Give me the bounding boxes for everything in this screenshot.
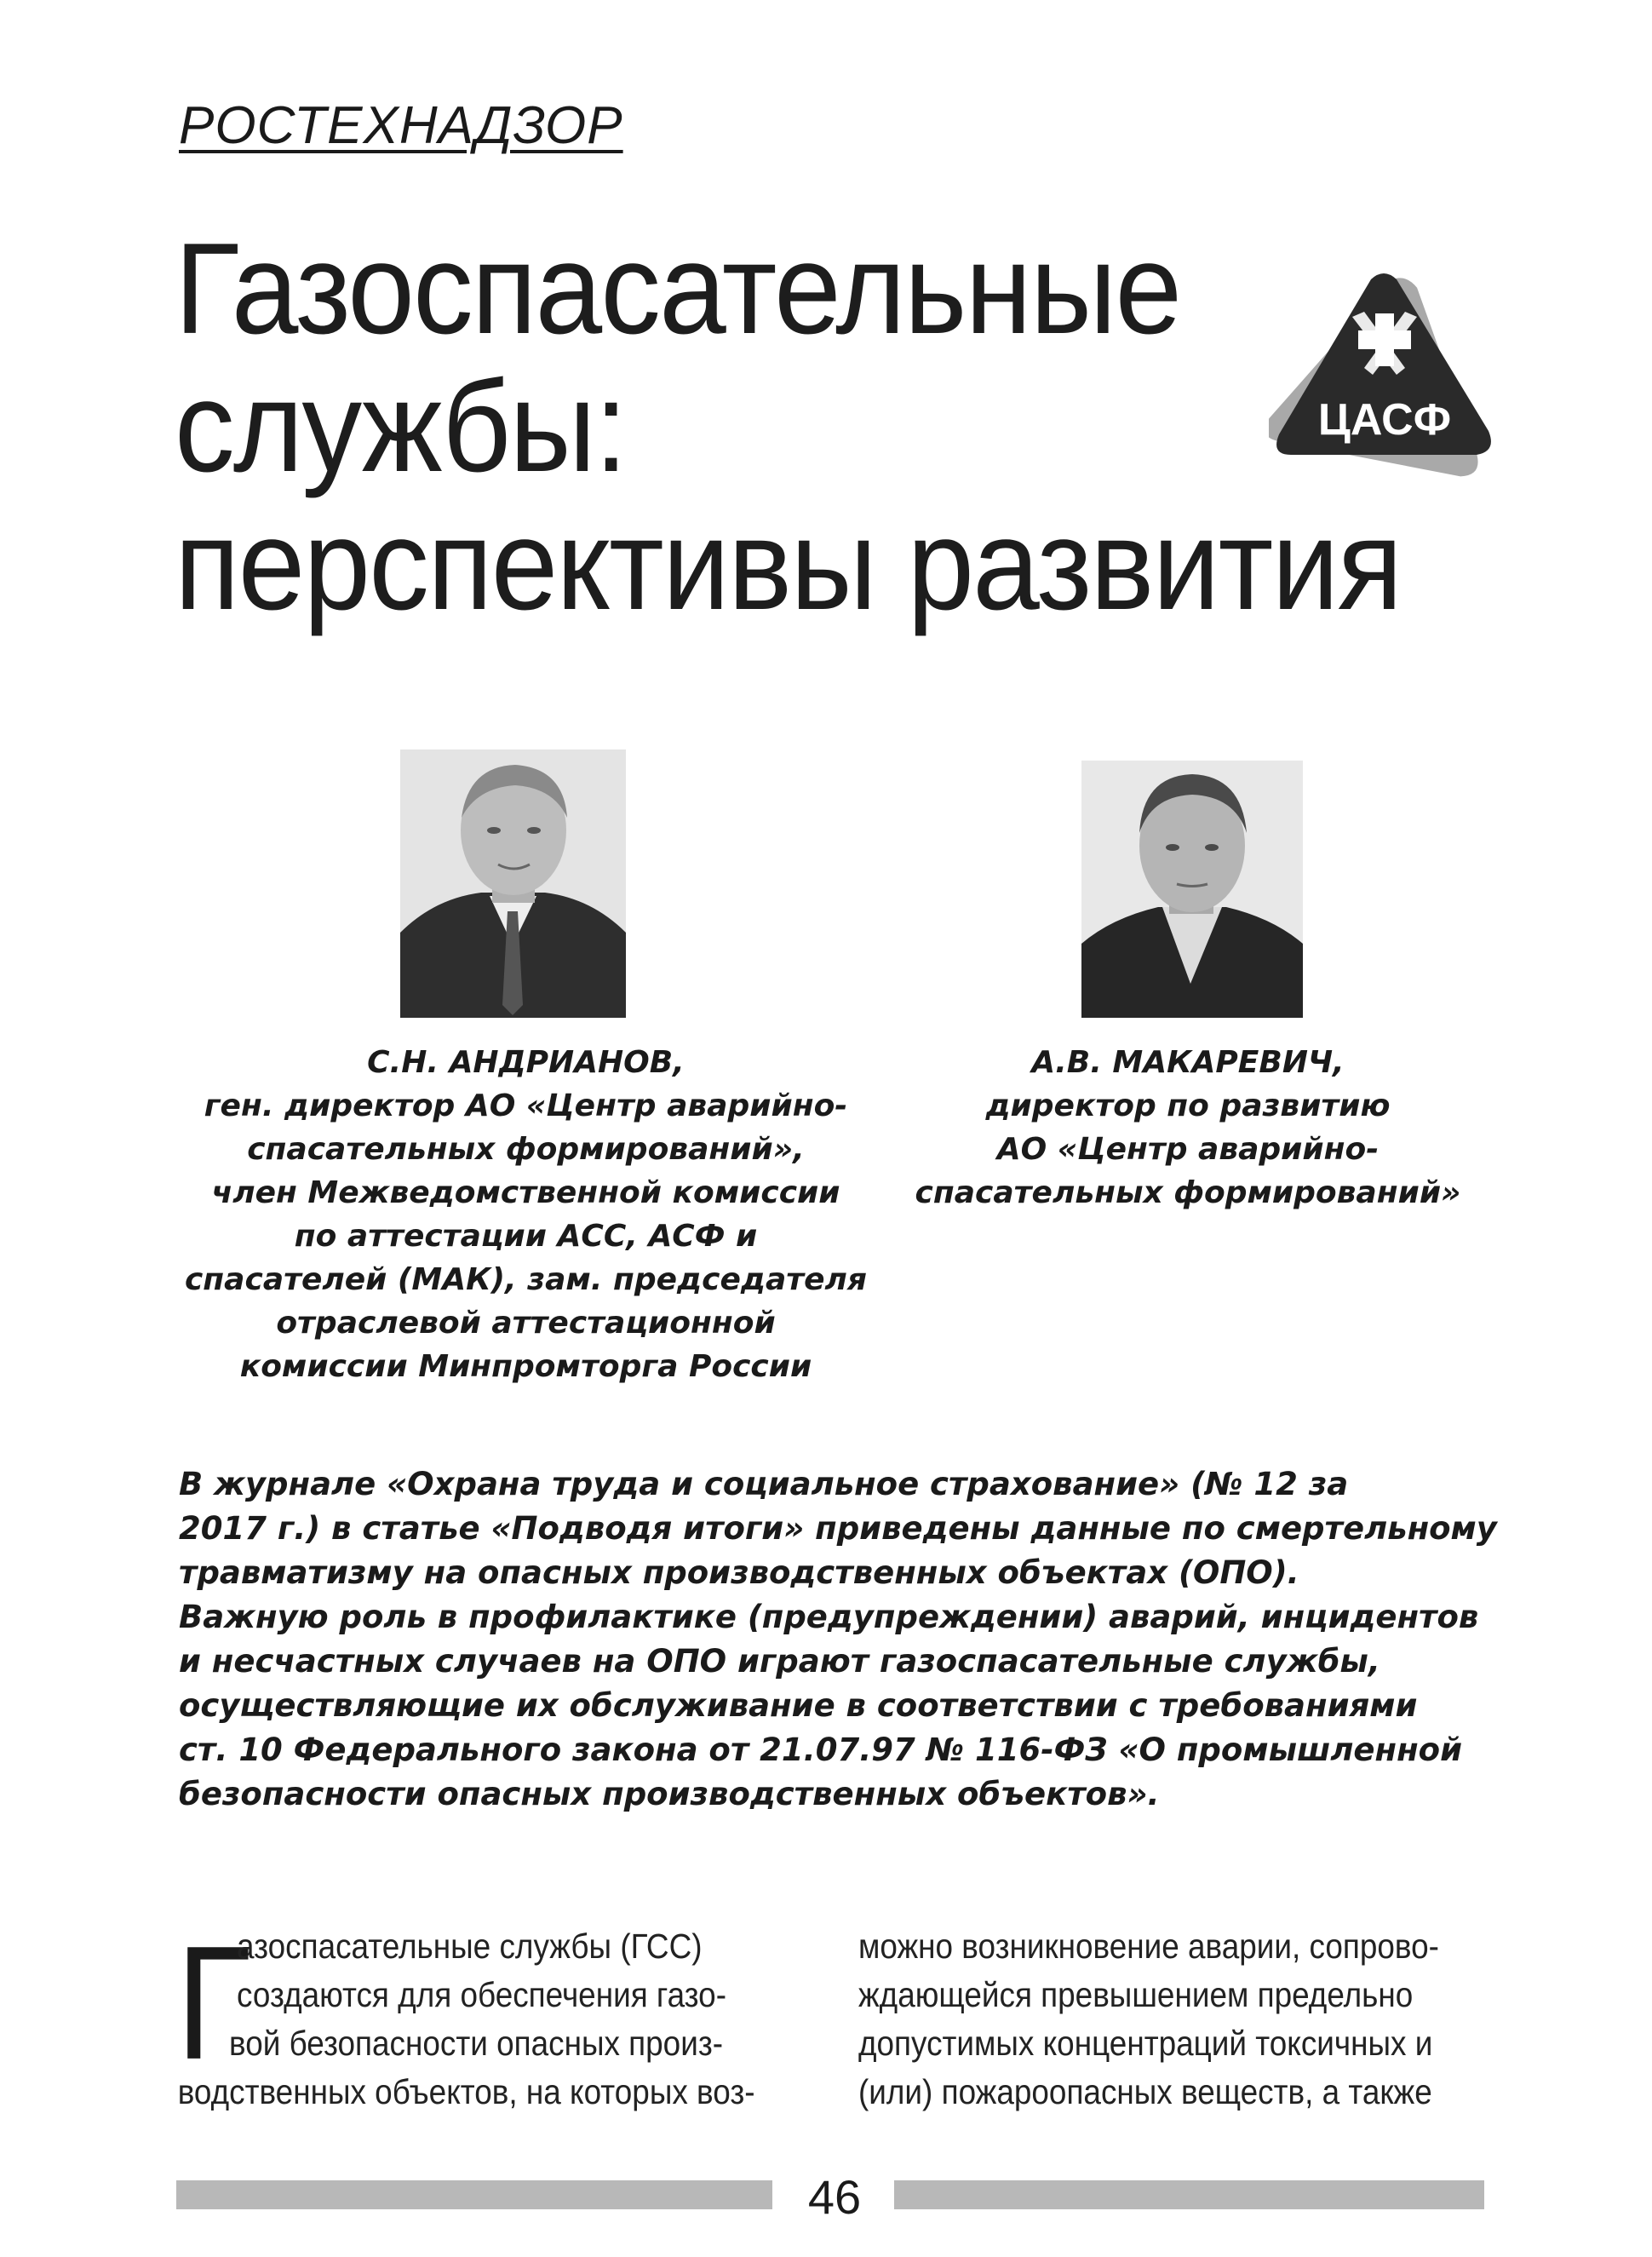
caption-line: комиссии Минпромторга России xyxy=(239,1349,812,1384)
logo-text: ЦАСФ xyxy=(1317,395,1452,445)
body-line: допустимых концентраций токсичных и xyxy=(858,2024,1433,2063)
body-column-2 xyxy=(858,1922,1502,2116)
title-line-3: перспективы развития xyxy=(175,492,1402,637)
caption-line: спасателей (МАК), зам. председателя xyxy=(184,1262,868,1297)
lead-paragraph xyxy=(179,1462,1507,1817)
caption-line: член Межведомственной комиссии xyxy=(211,1175,840,1210)
author-photo-makarevich xyxy=(1081,761,1303,1018)
lead-line: 2017 г.) в статье «Подводя итоги» приведены данные по смертельному xyxy=(179,1510,1497,1547)
casf-logo xyxy=(1269,264,1499,477)
body-column-1 xyxy=(177,1922,819,2116)
lead-line: ст. 10 Федерального закона от 21.07.97 № 116-ФЗ «О промышленной xyxy=(179,1732,1462,1768)
lead-line: травматизму на опасных производственных объектах (ОПО). xyxy=(179,1554,1299,1591)
body-line: вой безопасности опасных произ- xyxy=(229,2024,724,2063)
caption-line: С.Н. АНДРИАНОВ, xyxy=(367,1045,685,1080)
title-line-1: Газоспасательные xyxy=(175,216,1181,361)
caption-line: директор по развитию xyxy=(985,1088,1391,1123)
body-line: (или) пожароопасных веществ, а также xyxy=(858,2072,1432,2111)
caption-line: АО «Центр аварийно- xyxy=(996,1132,1380,1167)
body-line: азоспасательные службы (ГСС) xyxy=(237,1927,703,1966)
caption-line: А.В. МАКАРЕВИЧ, xyxy=(1031,1045,1345,1080)
lead-line: Важную роль в профилактике (предупреждении) аварий, инцидентов xyxy=(179,1599,1479,1635)
article-title xyxy=(175,216,1410,637)
caption-line: спасательных формирований» xyxy=(915,1175,1461,1210)
page-number: 46 xyxy=(807,2170,862,2224)
author-caption-makarevich xyxy=(898,1041,1477,1215)
author-photo-andrianov xyxy=(400,749,626,1018)
section-label: РОСТЕХНАДЗОР xyxy=(179,96,623,155)
caption-line: ген. директор АО «Центр аварийно- xyxy=(204,1088,848,1123)
title-line-2: службы: xyxy=(175,354,627,499)
body-line: можно возникновение аварии, сопрово- xyxy=(858,1927,1439,1966)
caption-line: спасательных формирований», xyxy=(247,1132,805,1167)
lead-line: и несчастных случаев на ОПО играют газоспасательные службы, xyxy=(179,1643,1380,1680)
drop-cap: Г xyxy=(176,1913,251,2093)
body-line: водственных объектов, на которых воз- xyxy=(177,2072,755,2111)
caption-line: по аттестации АСС, АСФ и xyxy=(294,1219,758,1254)
body-line: ждающейся превышением предельно xyxy=(858,1975,1414,2014)
lead-line: В журнале «Охрана труда и социальное страхование» (№ 12 за xyxy=(179,1466,1349,1502)
footer-bar-left xyxy=(176,2180,772,2209)
author-caption-andrianov xyxy=(162,1041,890,1388)
footer-bar-right xyxy=(894,2180,1484,2209)
body-line: создаются для обеспечения газо- xyxy=(237,1975,727,2014)
lead-line: осуществляющие их обслуживание в соответствии с требованиями xyxy=(179,1687,1418,1724)
caption-line: отраслевой аттестационной xyxy=(276,1306,776,1341)
lead-line: безопасности опасных производственных объектов». xyxy=(179,1776,1160,1812)
